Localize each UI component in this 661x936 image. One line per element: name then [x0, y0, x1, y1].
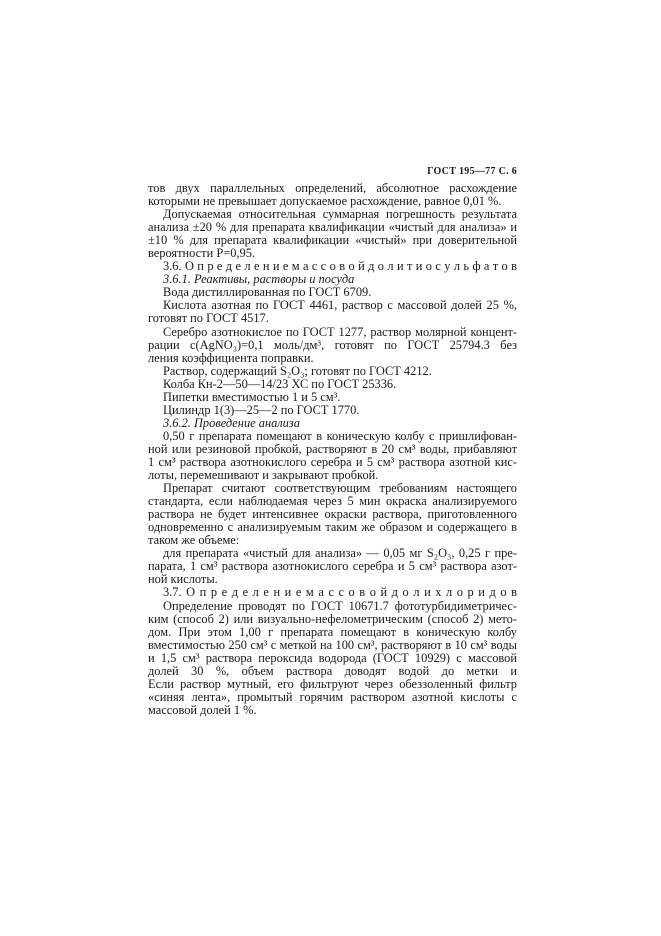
text-line: 0,50 г препарата помещают в коническую колбу с пришлифован-: [163, 429, 517, 443]
text-line: ления коэффициента поправки.: [148, 350, 314, 365]
text-line: Колба Кн-2—50—14/23 ХС по ГОСТ 25336.: [163, 376, 397, 391]
document-body: [148, 182, 517, 717]
text-line: анализа ±20 % для препарата квалификации «чистый для анализа» и: [148, 221, 517, 235]
text-line: Вода дистиллированная по ГОСТ 6709.: [163, 285, 372, 300]
text-line: таком же объеме:: [148, 533, 240, 548]
text-line: Раствор, содержащий S₂O₃; готовят по ГОСТ 4212.: [163, 363, 432, 378]
text-line: Препарат считают соответствующим требованиям настоящего: [163, 482, 517, 496]
text-line: для препарата «чистый для анализа» — 0,05 мг S₂O₃, 0,25 г пре-: [163, 547, 517, 561]
text-line: массовой долей 1 %.: [148, 702, 257, 717]
text-line: готовят по ГОСТ 4517.: [148, 311, 269, 326]
text-line: 3.7. О п р е д е л е н и е м а с с о в о й д о л и х л о р и д о в: [163, 586, 517, 600]
text-line: и 1,5 см³ раствора пероксида водорода (ГОСТ 10929) с массовой: [148, 651, 517, 665]
text-line: долей 30 %, объем раствора доводят водой до метки и: [148, 664, 517, 678]
text-line: ±10 % для препарата квалификации «чистый» при доверительной: [148, 234, 517, 248]
text-line: Цилиндр 1(3)—25—2 по ГОСТ 1770.: [163, 402, 360, 417]
text-line: которыми не превышает допускаемое расхождение, равное 0,01 %.: [148, 194, 502, 209]
text-line: Кислота азотная по ГОСТ 4461, раствор с массовой долей 25 %,: [163, 299, 517, 313]
text-line: рации c(AgNO₃)=0,1 моль/дм³, готовят по ГОСТ 25794.3 без: [148, 338, 517, 352]
text-line: 3.6. О п р е д е л е н и е м а с с о в о й д о л и т и о с у л ь ф а т о в: [163, 260, 517, 274]
text-line: вероятности P=0,95.: [148, 246, 255, 261]
text-line: раствора не будет интенсивнее окраски раствора, приготовленного: [148, 508, 517, 522]
text-line: Допускаемая относительная суммарная погрешность результата: [163, 208, 517, 222]
text-line: Серебро азотнокислое по ГОСТ 1277, раствор молярной концент-: [163, 325, 517, 339]
text-line: стандарта, если наблюдаемая через 5 мин окраска анализируемого: [148, 495, 517, 509]
text-line: Если раствор мутный, его фильтруют через обеззоленный фильтр: [148, 677, 517, 691]
text-line: Определение проводят по ГОСТ 10671.7 фототурбидиметричес-: [163, 599, 517, 613]
text-line: одновременно с анализируемым таким же образом и содержащего в: [148, 521, 517, 535]
text-line: ким (способ 2) или визуально-нефелометрическим (способ 2) мето-: [148, 612, 517, 626]
text-line: лоты, перемешивают и закрывают пробкой.: [148, 468, 379, 483]
text-line: Пипетки вместимостью 1 и 5 см³.: [163, 389, 341, 404]
text-line: «синяя лента», промытый горячим раствором азотной кислоты с: [148, 690, 517, 704]
text-line: 3.6.1. Реактивы, растворы и посуда: [163, 272, 355, 287]
text-line: ной или резиновой пробкой, растворяют в 20 см³ воды, прибавляют: [148, 442, 517, 456]
text-line: 3.6.2. Проведение анализа: [163, 415, 300, 430]
text-line: дом. При этом 1,00 г препарата помещают в коническую колбу: [148, 625, 517, 639]
text-line: ной кислоты.: [148, 572, 218, 587]
text-line: вместимостью 250 см³ с меткой на 100 см³, растворяют в 10 см³ воды: [148, 638, 517, 652]
text-line: 1 см³ раствора азотнокислого серебра и 5 см³ раствора азотной кис-: [148, 455, 517, 469]
text-line: тов двух параллельных определений, абсолютное расхождение: [148, 182, 517, 195]
page-header: ГОСТ 195—77 С. 6: [427, 166, 517, 177]
text-line: парата, 1 см³ раствора азотнокислого серебра и 5 см³ раствора азот-: [148, 560, 517, 574]
